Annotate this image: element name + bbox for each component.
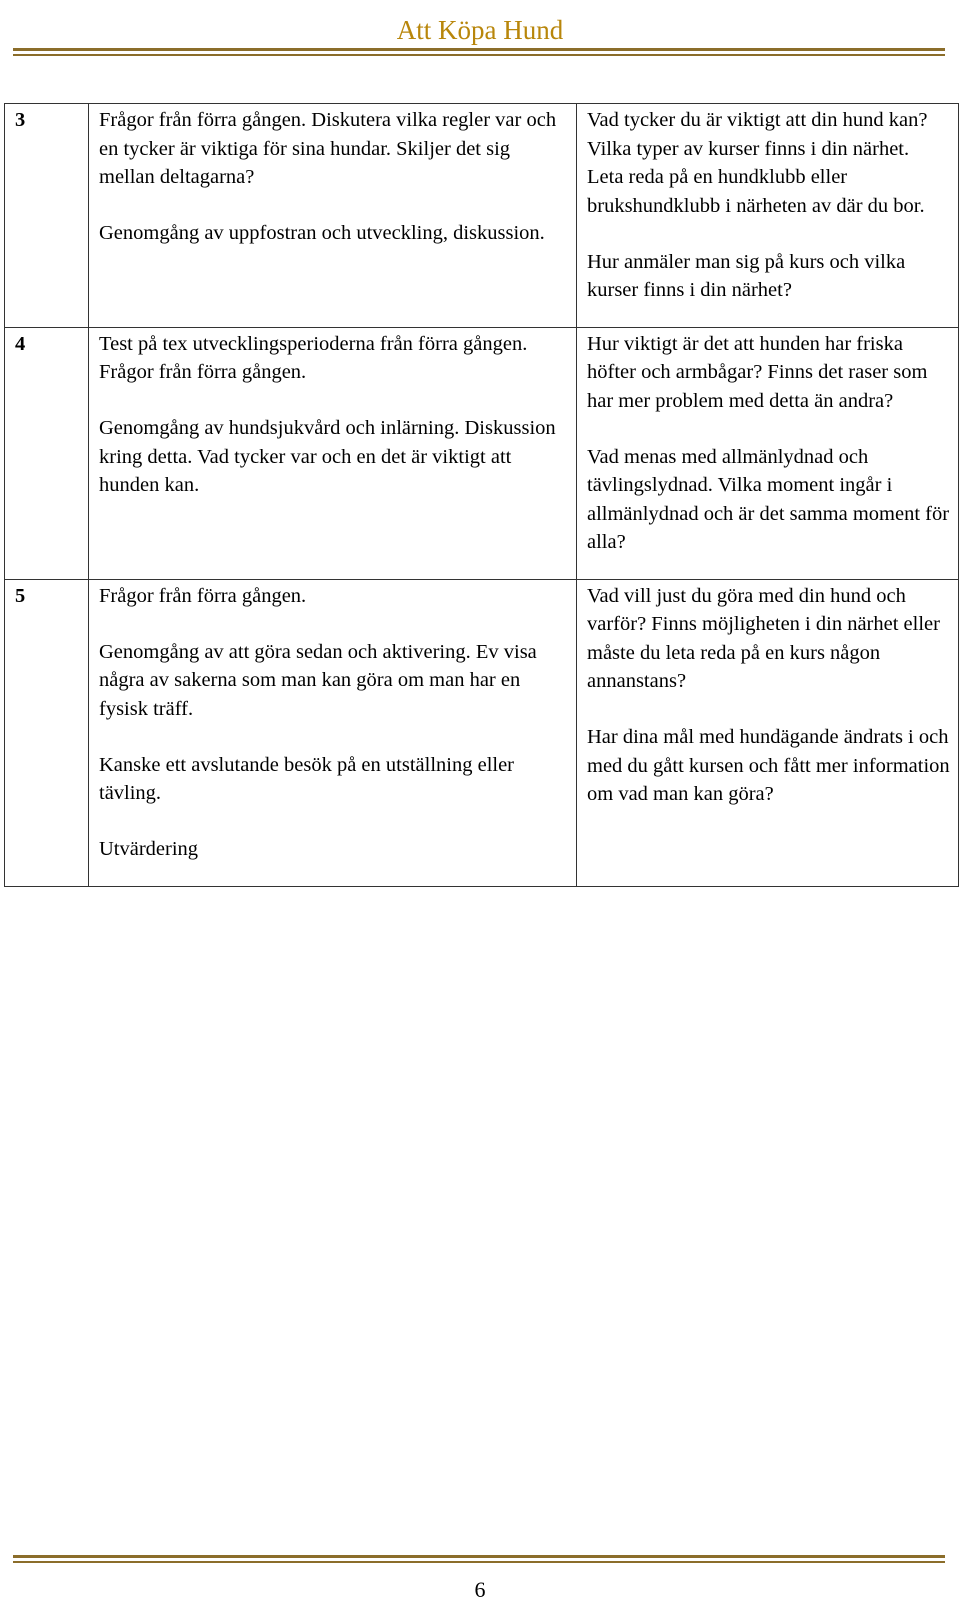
session-question-text: Vad tycker du är viktigt att din hund kan? Vilka typer av kurser finns i din närhet. Leta reda på en hundklubb eller brukshundklubb i närheten av där du bor. xyxy=(587,109,928,217)
session-content-text: Frågor från förra gången. Diskutera vilka regler var och en tycker är viktiga för sina hundar. Skiljer det sig mellan deltagarna? xyxy=(99,109,557,188)
session-number: 3 xyxy=(5,104,89,328)
session-questions-cell xyxy=(577,104,959,328)
session-content-text: Kanske ett avslutande besök på en utställning eller tävling. xyxy=(99,753,515,804)
header-rule xyxy=(13,48,945,56)
session-content-text: Test på tex utvecklingsperioderna från förra gången. Frågor från förra gången. xyxy=(99,332,528,383)
footer-rule xyxy=(13,1555,945,1563)
session-content-text: Genomgång av uppfostran och utveckling, diskussion. xyxy=(99,222,545,244)
session-content-cell xyxy=(89,579,577,886)
page-header xyxy=(0,12,960,48)
session-questions-cell xyxy=(577,327,959,579)
session-content-text: Frågor från förra gången. xyxy=(99,584,307,607)
table-row xyxy=(5,579,959,886)
session-question-text: Vad vill just du göra med din hund och varför? Finns möjligheten i din närhet eller måste du leta reda på en kurs någon annanstans? xyxy=(587,584,940,692)
document-title: Att Köpa Hund xyxy=(396,15,564,45)
session-number: 4 xyxy=(5,327,89,579)
session-content-cell xyxy=(89,104,577,328)
table-row xyxy=(5,104,959,328)
table-row xyxy=(5,327,959,579)
session-content-text: Genomgång av hundsjukvård och inlärning. Diskussion kring detta. Vad tycker var och en det är viktigt att hunden kan. xyxy=(99,417,556,496)
session-content-cell xyxy=(89,327,577,579)
session-questions-cell xyxy=(577,579,959,886)
page-number: 6 xyxy=(474,1577,486,1602)
course-plan-table xyxy=(4,103,959,887)
session-question-text: Hur viktigt är det att hunden har friska höfter och armbågar? Finns det raser som har mer problem med detta än andra? xyxy=(587,332,928,412)
session-content-text: Genomgång av att göra sedan och aktivering. Ev visa några av sakerna som man kan göra om man har en fysisk träff. xyxy=(99,640,537,720)
session-question-text: Vad menas med allmänlydnad och tävlingslydnad. Vilka moment ingår i allmänlydnad och är det samma moment för alla? xyxy=(587,445,950,553)
session-content-text: Utvärdering xyxy=(99,838,199,860)
session-question-text: Har dina mål med hundägande ändrats i och med du gått kursen och fått mer information om vad man kan göra? xyxy=(587,726,950,805)
session-question-text: Hur anmäler man sig på kurs och vilka kurser finns i din närhet? xyxy=(587,250,906,301)
session-number: 5 xyxy=(5,579,89,886)
